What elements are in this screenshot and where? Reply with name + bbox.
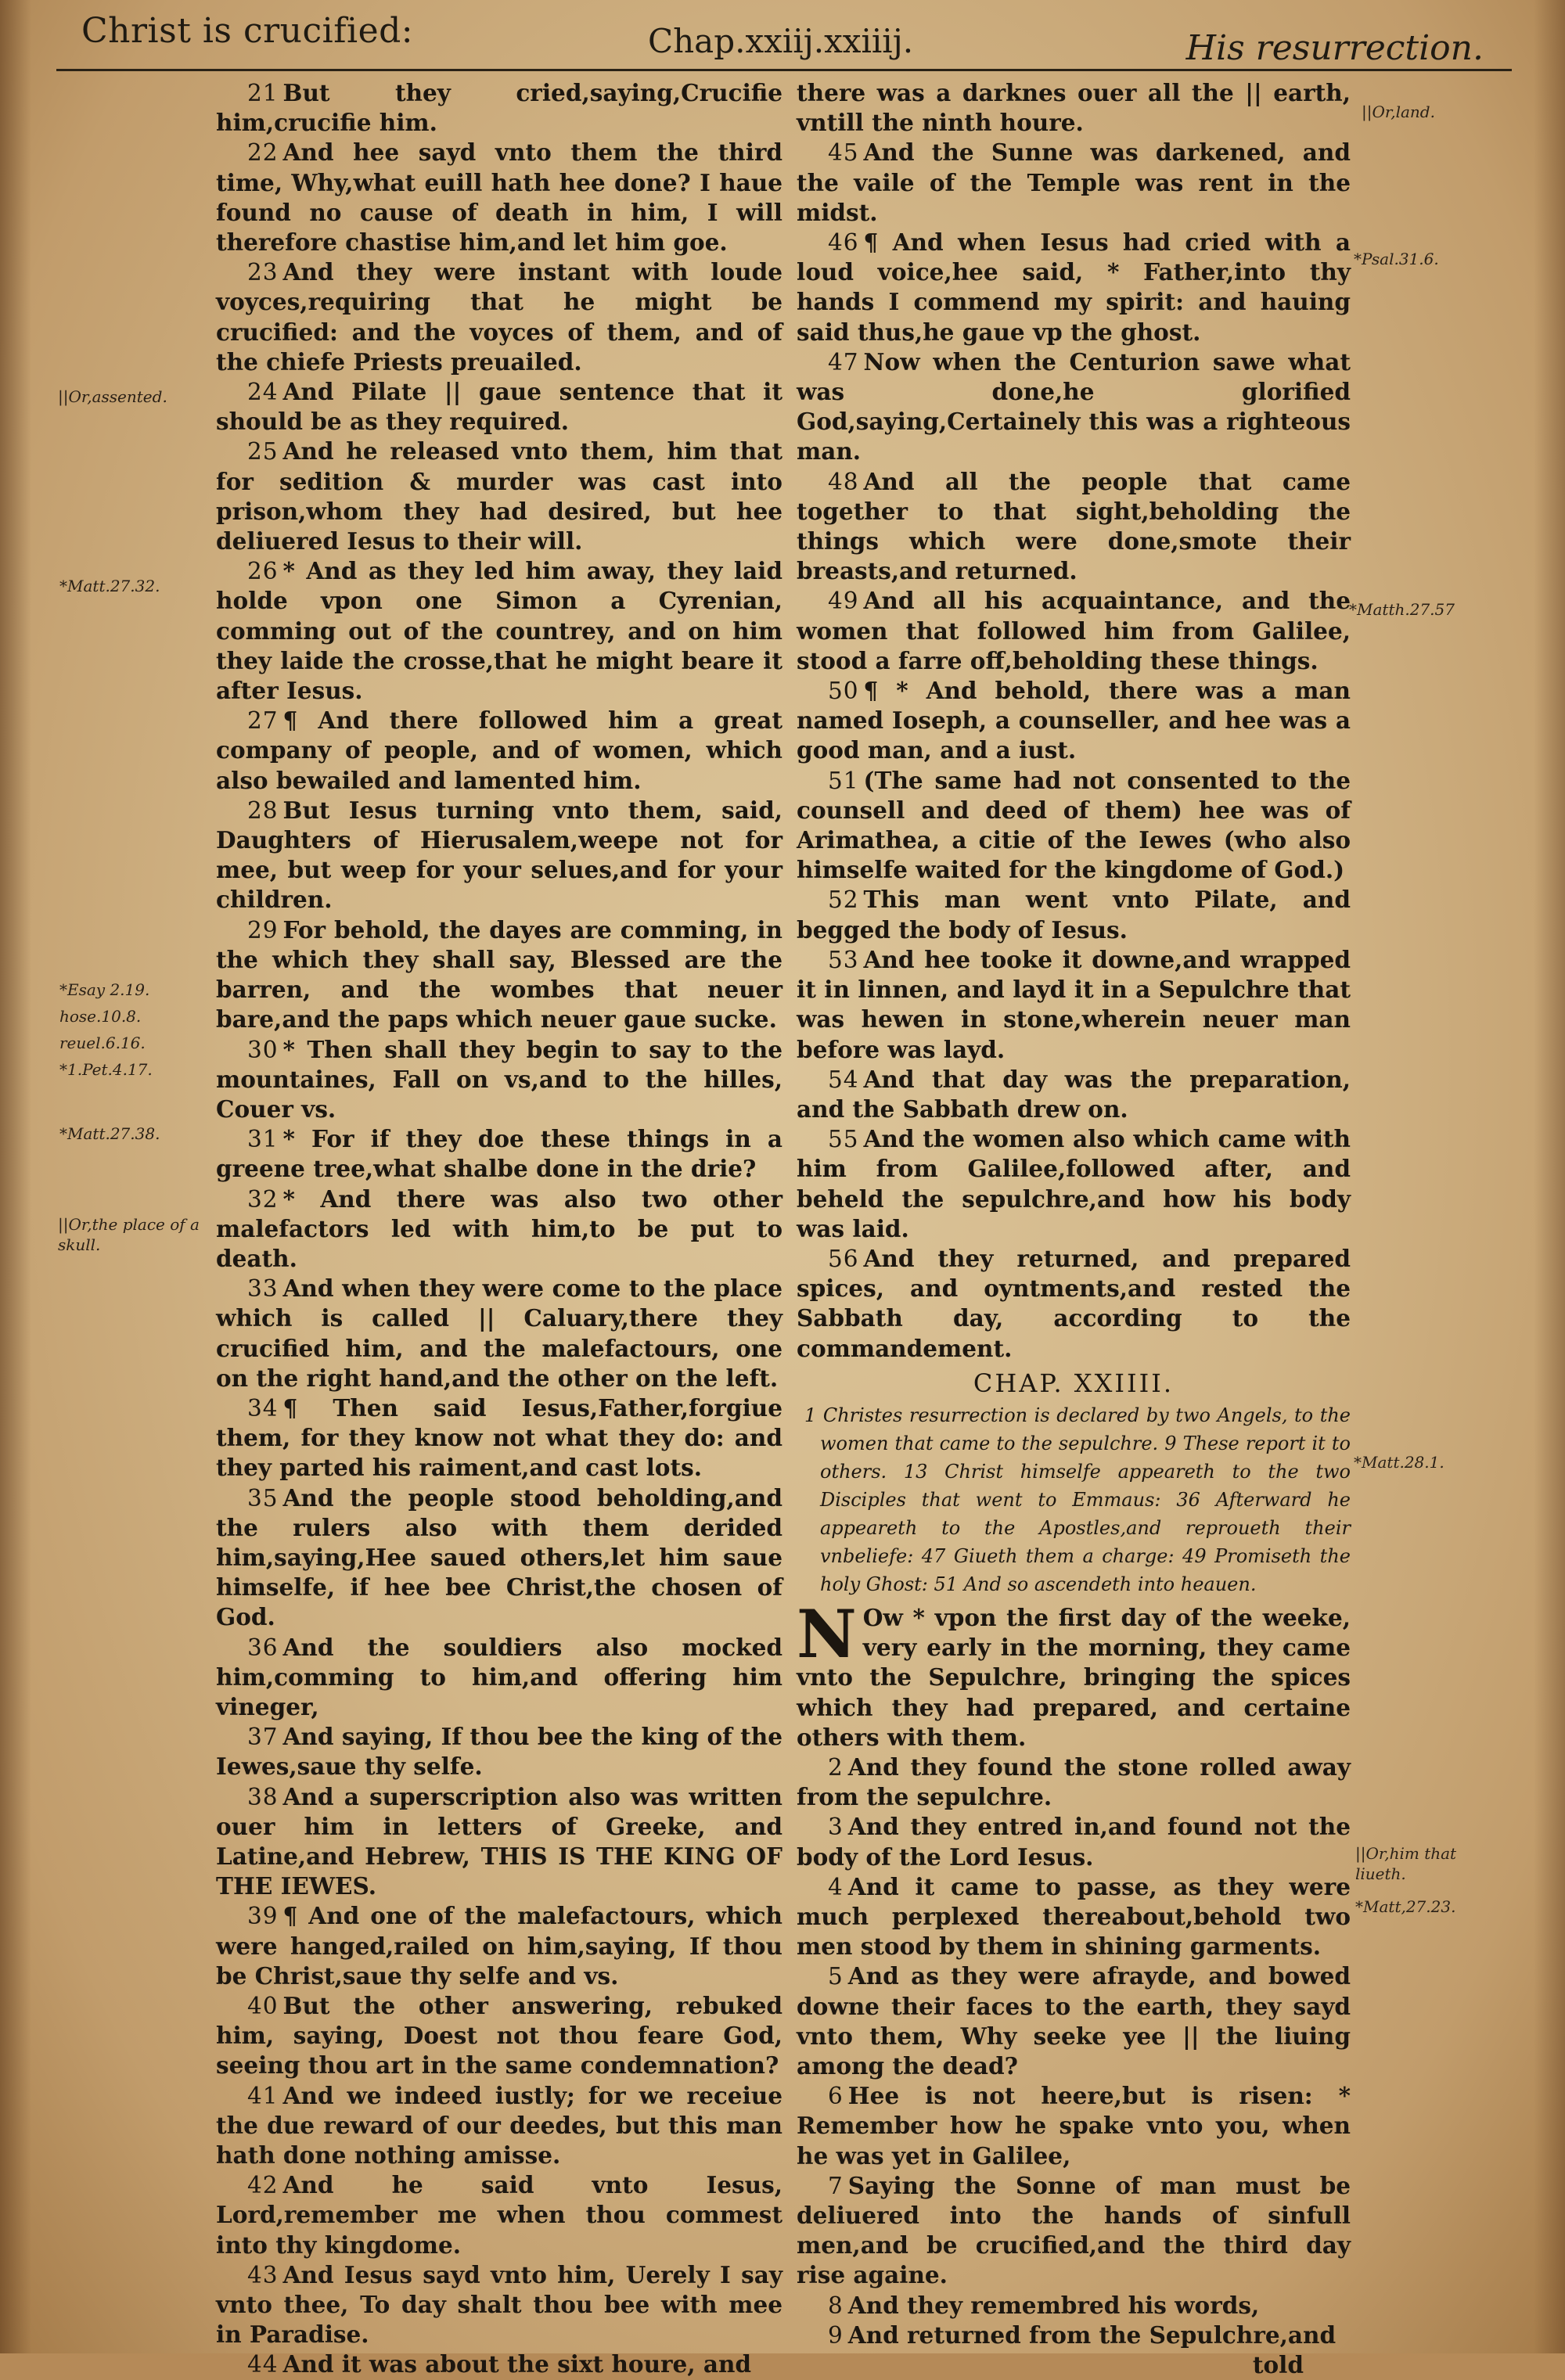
verse-number: 26 [247,558,279,585]
verse-number: 30 [247,1036,279,1063]
verse-text: And he released vnto them, him that for sedition & murder was cast into prison,whom they had desired, but hee deliuered Iesus to their will. [216,437,782,555]
verse [797,467,1351,587]
verse [797,1244,1351,1364]
verse-number: 55 [828,1126,859,1153]
verse [797,2081,1351,2171]
verse-text: But they cried,saying,Crucifie him,crucifie him. [216,79,782,137]
verse-text: And when they were come to the place which is called || Caluary,there they crucified him, and the malefactours, one on the right hand,and the other on the left. [216,1274,782,1392]
verse [216,138,782,257]
verse [216,556,782,706]
margin-note-psal: *Psal.31.6. [1354,250,1439,268]
verse-number: 4 [828,1873,844,1900]
verse-text: And the women also which came with him from Galilee,followed after, and beheld the sepulchre,and how his body was laid. [797,1125,1351,1242]
right-column-verses-chapter-23 [797,78,1351,1364]
verse-text: But the other answering, rebuked him, saying, Doest not thou feare God, seeing thou art in the same condemnation? [216,1992,782,2080]
verse-text: And hee tooke it downe,and wrapped it in linnen, and layd it in a Sepulchre that was hewen in stone,wherein neuer man before was layd. [797,945,1351,1063]
verse [797,138,1351,228]
verse-number: 35 [247,1484,279,1512]
page-edge-shadow-right [1534,0,1565,2353]
verse-number: 21 [247,80,279,106]
verse-number: 29 [247,916,279,944]
verse [216,796,782,915]
margin-note-or-assented: ||Or,assented. [58,387,167,406]
catchword: told [1252,2351,1304,2379]
verse [797,1872,1351,1962]
verse-number: 40 [247,1993,279,2019]
verse-text: And saying, If thou bee the king of the Iewes,saue thy selfe. [216,1723,782,1781]
running-header-left: Christ is crucified: [81,11,414,51]
verse [216,2170,782,2260]
verse [797,1753,1351,1812]
verse-number: 39 [247,1903,279,1930]
verse-text: * And there was also two other malefactors led with him,to be put to death. [216,1185,782,1272]
verse [216,1274,782,1393]
verse [216,2081,782,2171]
verse-number: 50 [828,678,859,705]
margin-note-reuel: reuel.6.16. [59,1034,146,1052]
verse-number: 38 [247,1783,279,1810]
verse [797,78,1351,138]
verse [216,706,782,796]
verse-number: 31 [247,1126,279,1153]
verse-number: 32 [247,1185,279,1213]
verse-text: And he said vnto Iesus, Lord,remember me when thou commest into thy kingdome. [216,2171,782,2259]
margin-note-1-pet: *1.Pet.4.17. [59,1060,153,1079]
verse [797,676,1351,766]
verse-number: 25 [247,438,279,466]
verse-number: 7 [828,2172,844,2199]
margin-note-matt-27-23: *Matt,27.23. [1355,1897,1456,1916]
verse-text: And we indeed iustly; for we receiue the due reward of our deedes, but this man hath done nothing amisse. [216,2081,782,2170]
right-column-verses-chapter-24 [797,1753,1351,2350]
verse [797,2321,1351,2350]
left-text-column [216,78,782,2380]
verse-number: 56 [828,1245,859,1272]
verse-number: 42 [247,2172,279,2199]
verse [216,1124,782,1184]
verse-number: 23 [247,259,279,286]
margin-note-him-that-liueth: ||Or,him that liueth. [1355,1844,1457,1883]
verse-number: 49 [828,588,859,615]
verse-number: 36 [247,1634,279,1661]
verse-number: 45 [828,139,859,167]
margin-note-matt-27-32: *Matt.27.32. [59,577,160,595]
verse-number: 43 [247,2261,279,2288]
verse-text: And Iesus sayd vnto him, Uerely I say vnto thee, To day shalt thou bee with mee in Paradise. [216,2260,782,2349]
chapter-first-verse [797,1594,1351,1753]
verse-text: And the souldiers also mocked him,comming to him,and offering him vineger, [216,1633,782,1720]
chapter-summary: 1 Christes resurrection is declared by two Angels, to the women that came to the sepulchre. 9 These report it to others. 13 Christ himselfe appeareth to the two Disciples that went to Emmaus: 36 Afterward he appeareth to the Apostles,and reproueth their vnbeliefe: 47 Giueth them a charge: 49 Promiseth the holy Ghost: 51 And so ascendeth into heauen. [804,1404,1351,1595]
verse-text: * For if they doe these things in a greene tree,what shalbe done in the drie? [216,1125,782,1183]
running-header-right: His resurrection. [1185,28,1484,68]
verse-number: 5 [828,1963,844,1990]
verse-number: 3 [828,1814,844,1841]
verse [216,2260,782,2350]
page-edge-shadow-left [0,0,31,2353]
drop-cap-letter: N [797,1594,857,1673]
margin-note-hose: hose.10.8. [59,1007,142,1026]
verse-number: 22 [247,139,279,167]
verse [216,1633,782,1723]
verse-number: 9 [828,2321,844,2349]
verse [216,1185,782,1274]
header-rule [56,69,1512,71]
verse [797,945,1351,1065]
verse-number: 44 [247,2351,279,2378]
verse-number: 24 [247,379,279,406]
verse [216,915,782,1035]
verse-text: And Pilate || gaue sentence that it should be as they required. [216,378,782,436]
verse-text: And the people stood beholding,and the rulers also with them derided him,saying,Hee saued others,let him saue himselfe, if hee bee Christ,the chosen of God. [216,1483,782,1631]
right-text-column [797,78,1351,2380]
verse [216,1393,782,1483]
verse-text: And as they were afrayde, and bowed downe their faces to the earth, they sayd vnto them, Why seeke yee || the liuing among the dead? [797,1962,1351,2080]
verse-number: 33 [247,1275,279,1303]
verse [797,2291,1351,2321]
verse [797,1812,1351,1871]
running-header [0,6,1565,68]
verse [216,2349,782,2379]
margin-note-matt-28-1: *Matt.28.1. [1354,1453,1444,1472]
margin-note-matt-27-38: *Matt.27.38. [59,1124,160,1143]
verse-number: 51 [828,767,859,794]
verse-text: And all his acquaintance, and the women that followed him from Galilee, stood a farre off,beholding these things. [797,587,1351,674]
verse [216,1483,782,1633]
verse [797,347,1351,467]
verse-text: there was a darknes ouer all the || earth, vntill the ninth houre. [797,79,1351,137]
verse-text: And they returned, and prepared spices, and oyntments,and rested the Sabbath day, according to the commandement. [797,1244,1351,1362]
verse-number: 53 [828,946,859,973]
verse-number: 48 [828,468,859,495]
verse-text: For behold, the dayes are comming, in the which they shall say, Blessed are the barren, and the wombes that neuer bare,and the paps which neuer gaue sucke. [216,915,782,1034]
verse-number: 6 [828,2083,844,2110]
verse-text: Hee is not heere,but is risen: * Remember how he spake vnto you, when he was yet in Galilee, [797,2082,1351,2170]
chapter-heading: CHAP. XXIIII. [973,1368,1175,1398]
verse-number: 41 [247,2082,279,2109]
verse [797,586,1351,676]
verse-text: And they entred in,and found not the body of the Lord Iesus. [797,1813,1351,1871]
verse [797,1124,1351,1244]
verse [216,377,782,437]
verse [797,2171,1351,2291]
verse-number: 47 [828,348,859,376]
verse-text: ¶ * And behold, there was a man named Ioseph, a counseller, and hee was a good man, and a iust. [797,677,1351,764]
verse [216,1035,782,1125]
verse [216,1782,782,1902]
verse-text: ¶ And one of the malefactours, which were hanged,railed on him,saying, If thou be Christ,saue thy selfe and vs. [216,1902,782,1990]
verse-number: 8 [828,2292,844,2319]
verse-text: ¶ And when Iesus had cried with a loud voice,hee said, * Father,into thy hands I commend my spirit: and hauing said thus,he gaue vp the ghost. [797,228,1351,346]
margin-note-esay: *Esay 2.19. [59,980,150,999]
running-header-chapter: Chap.xxiij.xxiiij. [648,22,914,60]
verse-text: * Then shall they begin to say to the mountaines, Fall on vs,and to the hilles, Couer vs. [216,1035,782,1123]
verse-text: This man went vnto Pilate, and begged the body of Iesus. [797,886,1351,944]
verse [216,1722,782,1781]
verse-text: And they found the stone rolled away from the sepulchre. [797,1753,1351,1811]
verse-text: Saying the Sonne of man must be deliuered into the hands of sinfull men,and be crucified,and the third day rise againe. [797,2171,1351,2289]
verse-number: 28 [247,796,279,824]
verse-text: Now when the Centurion sawe what was done,he glorified God,saying,Certainely this was a righteous man. [797,347,1351,466]
verse-text: ¶ And there followed him a great company of people, and of women, which also bewailed and lamented him. [216,706,782,794]
first-verse-text: Ow * vpon the first day of the weeke, very early in the morning, they came vnto the Sepulchre, bringing the spices which they had prepared, and certaine others with them. [797,1603,1351,1751]
verse-text: And they were instant with loude voyces,requiring that he might be crucified: and the voyces of them, and of the chiefe Priests preuailed. [216,258,782,376]
verse-text: And they remembred his words, [847,2291,1260,2319]
verse-text: And it came to passe, as they were much perplexed thereabout,behold two men stood by them in shining garments. [797,1872,1351,1961]
margin-note-place-of-skull: ||Or,the place of a skull. [58,1215,200,1254]
verse [216,437,782,556]
verse-text: And the Sunne was darkened, and the vaile of the Temple was rent in the midst. [797,138,1351,226]
verse-number: 46 [828,229,859,257]
verse-number: 37 [247,1724,279,1751]
verse-number: 34 [247,1394,279,1422]
verse-text: And a superscription also was written ouer him in letters of Greeke, and Latine,and Hebrew, THIS IS THE KING OF THE IEWES. [216,1782,782,1900]
verse-number: 54 [828,1066,859,1093]
verse [797,1065,1351,1124]
verse [216,1901,782,1991]
verse-text: And all the people that came together to that sight,beholding the things which were done,smote their breasts,and returned. [797,467,1351,585]
verse [797,1961,1351,2081]
margin-note-or-land: ||Or,land. [1362,102,1435,121]
verse-text: And hee sayd vnto them the third time, Why,what euill hath hee done? I haue found no cause of death in him, I will therefore chastise him,and let him goe. [216,138,782,257]
verse-text: And that day was the preparation, and the Sabbath drew on. [797,1065,1351,1123]
verse [216,257,782,377]
verse-number: 27 [247,707,279,735]
margin-note-matt-27-57: *Matth.27.57 [1349,600,1455,619]
verse-number: 2 [828,1753,844,1781]
verse [216,1991,782,2081]
verse-text: But Iesus turning vnto them, said, Daughters of Hierusalem,weepe not for mee, but weep for your selues,and for your children. [216,796,782,914]
verse [797,766,1351,886]
verse-text: (The same had not consented to the counsell and deed of them) hee was of Arimathea, a citie of the Iewes (who also himselfe waited for the kingdome of God.) [797,766,1351,884]
verse [797,228,1351,347]
verse-text: And it was about the sixt houre, and [282,2350,752,2378]
verse-text: ¶ Then said Iesus,Father,forgiue them, for they know not what they do: and they parted his raiment,and cast lots. [216,1393,782,1482]
verse-text: And returned from the Sepulchre,and [847,2321,1337,2349]
verse-number: 52 [828,886,859,914]
verse [216,78,782,138]
verse-text: * And as they led him away, they laid holde vpon one Simon a Cyrenian, comming out of the countrey, and on him they laide the crosse,that he might beare it after Iesus. [216,557,782,705]
verse [797,885,1351,944]
